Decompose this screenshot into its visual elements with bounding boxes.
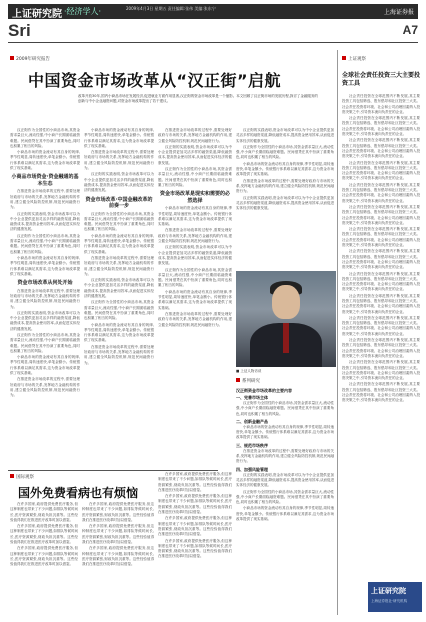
logo-subtitle: 上海证券报社·研究机构 [371, 599, 408, 603]
article-paragraph: 汉正街作为全国性的小商品市场,其资金需求量巨大,流动性强,中小商户长期面临融资难题。民间借贷在其中扮演了重要角色,同时也积累了相当的风险。 [236, 144, 334, 160]
article-paragraph: 在许多国家,政府提供免费医疗服务,但这种制度也带来了不少问题,如排队等候时间长,医疗资源紧张,财政负担沉重等。这些经验值得我们在推进医疗改革时加以借鉴。 [10, 502, 78, 522]
article-paragraph: 在推进资金市场改革的过程中,需要处理好政府与市场的关系,发挥地方金融机构的作用,建立健全风险防控机制,规范民间融资行为。 [236, 178, 334, 194]
article-paragraph: 在许多国家,政府提供免费医疗服务,但这种制度也带来了不少问题,如排队等候时间长,医疗资源紧张,财政负担沉重等。这些经验值得我们在推进医疗改革时加以借鉴。 [158, 494, 232, 515]
article-paragraph: 社会责任投资在全球范围内不断发展,其主要投资工具包括筛选、股东倡导和社区投资三大类。社会责任投资将环境、社会和公司治理因素纳入投资决策之中,引导资本流向负责任的企业。 [342, 204, 420, 225]
column-subhead: 小商品市场资金·资金融通的基本生态 [11, 174, 79, 187]
second-column-2 [82, 502, 154, 616]
article-paragraph: 小商品市场的资金流动有其自身的规律,季节性明显,周转速度快,单笔金额小。传统银行体系难以满足其需求,这为资金市场改革提供了现实基础。 [10, 150, 80, 171]
masthead [8, 4, 418, 46]
article-paragraph: 小商品市场的资金流动有其自身的规律,季节性明显,周转速度快,单笔金额小。传统银行体系难以满足其需求,这为资金市场改革提供了现实基础。 [84, 322, 154, 343]
article-paragraph: 社会责任投资在全球范围内不断发展,其主要投资工具包括筛选、股东倡导和社区投资三大类。社会责任投资将环境、社会和公司治理因素纳入投资决策之中,引导资本流向负责任的企业。 [342, 138, 420, 159]
article-paragraph: 社会责任投资在全球范围内不断发展,其主要投资工具包括筛选、股东倡导和社区投资三大类。社会责任投资将环境、社会和公司治理因素纳入投资决策之中,引导资本流向负责任的企业。 [342, 160, 420, 181]
article-paragraph: 社会责任投资在全球范围内不断发展,其主要投资工具包括筛选、股东倡导和社区投资三大类。社会责任投资将环境、社会和公司治理因素纳入投资决策之中,引导资本流向负责任的企业。 [342, 116, 420, 137]
main-headline: 中国资金市场改革从“汉正街”启航 [28, 71, 282, 90]
lead-paragraph: 改革开放30年,国内小商品市场在发展经济,促进就业方面作用显著,汉正街的资金市场改革是一个缩影。本文回顾了汉正街市场的发展历程,探讨了金融服务的创新与中小企业融资问题,对资金市场改革提出了若干建议。 [78, 94, 318, 104]
article-paragraph: 在推进资金市场改革的过程中,需要处理好政府与市场的关系,发挥地方金融机构的作用,建立健全风险防控机制,规范民间融资行为。 [84, 150, 154, 171]
article-paragraph: 汉正街的实践表明,资金市场改革可以为中小企业提供更加灵活多样的融资渠道,降低融资成本,提高资金使用效率,从而促进实体经济的健康发展。 [10, 310, 80, 331]
second-column-3 [158, 472, 232, 616]
article-paragraph: 在推进资金市场改革的过程中,需要处理好政府与市场的关系,发挥地方金融机构的作用,建立健全风险防控机制,规范民间融资行为。 [84, 255, 154, 276]
column-subhead: 资金市场改革是现实和需要的必然选择 [159, 191, 230, 204]
article-paragraph: 在许多国家,政府提供免费医疗服务,但这种制度也带来了不少问题,如排队等候时间长,医疗资源紧张,财政负担沉重等。这些经验值得我们在推进医疗改革时加以借鉴。 [82, 546, 154, 567]
article-paragraph: 小商品市场的资金流动有其自身的规律,季节性明显,周转速度快,单笔金额小。传统银行体系难以满足其需求,这为资金市场改革提供了现实基础。 [236, 424, 334, 440]
issue-info: 2009年4月3日 星期五 责任编辑:张伟 美编:张东宁 [126, 6, 216, 11]
sidebar-item: 三、规范市场秩序 [236, 442, 268, 448]
article-paragraph: 社会责任投资在全球范围内不断发展,其主要投资工具包括筛选、股东倡导和社区投资三大类。社会责任投资将环境、社会和公司治理因素纳入投资决策之中,引导资本流向负责任的企业。 [342, 382, 420, 403]
article-paragraph: 社会责任投资在全球范围内不断发展,其主要投资工具包括筛选、股东倡导和社区投资三大类。社会责任投资将环境、社会和公司治理因素纳入投资决策之中,引导资本流向负责任的企业。 [342, 315, 420, 336]
article-paragraph: 小商品市场的资金流动有其自身的规律,季节性明显,周转速度快,单笔金额小。传统银行体系难以满足其需求,这为资金市场改革提供了现实基础。 [158, 289, 232, 310]
article-paragraph: 小商品市场的资金流动有其自身的规律,季节性明显,周转速度快,单笔金额小。传统银行体系难以满足其需求,这为资金市场改革提供了现实基础。 [236, 161, 334, 177]
article-paragraph: 汉正街作为全国性的小商品市场,其资金需求量巨大,流动性强,中小商户长期面临融资难题。民间借贷在其中扮演了重要角色,同时也积累了相当的风险。 [236, 489, 334, 505]
article-paragraph: 汉正街作为全国性的小商品市场,其资金需求量巨大,流动性强,中小商户长期面临融资难题。民间借贷在其中扮演了重要角色,同时也积累了相当的风险。 [10, 233, 80, 254]
article-paragraph: 在许多国家,政府提供免费医疗服务,但这种制度也带来了不少问题,如排队等候时间长,医疗资源紧张,财政负担沉重等。这些经验值得我们在推进医疗改革时加以借鉴。 [10, 546, 78, 567]
right-column [342, 94, 420, 578]
article-paragraph: 社会责任投资在全球范围内不断发展,其主要投资工具包括筛选、股东倡导和社区投资三大类。社会责任投资将环境、社会和公司治理因素纳入投资决策之中,引导资本流向负责任的企业。 [342, 94, 420, 114]
right-headline: 全球社会责任投资三大主要投资工具 [342, 72, 421, 87]
column-subhead: 资金市场改革·中国金融改革的前奏一步 [85, 196, 153, 210]
article-column-4 [236, 128, 334, 268]
article-paragraph: 汉正街作为全国性的小商品市场,其资金需求量巨大,流动性强,中小商户长期面临融资难题。民间借贷在其中扮演了重要角色,同时也积累了相当的风险。 [236, 401, 334, 416]
article-paragraph: 汉正街作为全国性的小商品市场,其资金需求量巨大,流动性强,中小商户长期面临融资难题。民间借贷在其中扮演了重要角色,同时也积累了相当的风险。 [10, 128, 80, 148]
article-paragraph: 汉正街的实践表明,资金市场改革可以为中小企业提供更加灵活多样的融资渠道,降低融资成本,提高资金使用效率,从而促进实体经济的健康发展。 [236, 128, 334, 143]
article-column-3 [158, 128, 232, 464]
sidebar-item: 二、创新金融产品 [236, 418, 268, 424]
article-paragraph: 汉正街作为全国性的小商品市场,其资金需求量巨大,流动性强,中小商户长期面临融资难题。民间借贷在其中扮演了重要角色,同时也积累了相当的风险。 [158, 267, 232, 288]
article-paragraph: 社会责任投资在全球范围内不断发展,其主要投资工具包括筛选、股东倡导和社区投资三大类。社会责任投资将环境、社会和公司治理因素纳入投资决策之中,引导资本流向负责任的企业。 [342, 249, 420, 270]
article-paragraph: 社会责任投资在全球范围内不断发展,其主要投资工具包括筛选、股东倡导和社区投资三大类。社会责任投资将环境、社会和公司治理因素纳入投资决策之中,引导资本流向负责任的企业。 [342, 293, 420, 314]
article-paragraph: 在许多国家,政府提供免费医疗服务,但这种制度也带来了不少问题,如排队等候时间长,医疗资源紧张,财政负担沉重等。这些经验值得我们在推进医疗改革时加以借鉴。 [158, 538, 232, 559]
article-paragraph: 社会责任投资在全球范围内不断发展,其主要投资工具包括筛选、股东倡导和社区投资三大类。社会责任投资将环境、社会和公司治理因素纳入投资决策之中,引导资本流向负责任的企业。 [342, 271, 420, 292]
article-paragraph: 汉正街作为全国性的小商品市场,其资金需求量巨大,流动性强,中小商户长期面临融资难题。民间借贷在其中扮演了重要角色,同时也积累了相当的风险。 [10, 333, 80, 353]
article-paragraph: 社会责任投资在全球范围内不断发展,其主要投资工具包括筛选、股东倡导和社区投资三大类。社会责任投资将环境、社会和公司治理因素纳入投资决策之中,引导资本流向负责任的企业。 [342, 338, 420, 358]
section-logo: Sri [8, 21, 31, 40]
article-column-1 [10, 128, 80, 464]
paper-name: 上海证券报 [383, 9, 414, 16]
article-paragraph: 在许多国家,政府提供免费医疗服务,但这种制度也带来了不少问题,如排队等候时间长,医疗资源紧张,财政负担沉重等。这些经验值得我们在推进医疗改革时加以借鉴。 [158, 472, 232, 492]
masthead-divider [8, 42, 418, 43]
sidebar-section-tag: 系列研究 [236, 378, 260, 384]
article-paragraph: 汉正街作为全国性的小商品市场,其资金需求量巨大,流动性强,中小商户长期面临融资难题。民间借贷在其中扮演了重要角色,同时也积累了相当的风险。 [158, 167, 232, 187]
right-section-tag: 上证观察 [342, 56, 366, 62]
main-section-tag: 2009年研究报告 [10, 56, 50, 62]
article-paragraph: 在推进资金市场改革的过程中,需要处理好政府与市场的关系,发挥地方金融机构的作用,建立健全风险防控机制,规范民间融资行为。 [84, 344, 154, 365]
article-paragraph: 在推进资金市场改革的过程中,需要处理好政府与市场的关系,发挥地方金融机构的作用,建立健全风险防控机制,规范民间融资行为。 [236, 448, 334, 464]
article-paragraph: 在推进资金市场改革的过程中,需要处理好政府与市场的关系,发挥地方金融机构的作用,建立健全风险防控机制,规范民间融资行为。 [158, 128, 232, 143]
article-paragraph: 在许多国家,政府提供免费医疗服务,但这种制度也带来了不少问题,如排队等候时间长,医疗资源紧张,财政负担沉重等。这些经验值得我们在推进医疗改革时加以借鉴。 [10, 524, 78, 545]
article-paragraph: 在许多国家,政府提供免费医疗服务,但这种制度也带来了不少问题,如排队等候时间长,医疗资源紧张,财政负担沉重等。这些经验值得我们在推进医疗改革时加以借鉴。 [82, 524, 154, 545]
article-paragraph: 社会责任投资在全球范围内不断发展,其主要投资工具包括筛选、股东倡导和社区投资三大类。社会责任投资将环境、社会和公司治理因素纳入投资决策之中,引导资本流向负责任的企业。 [342, 360, 420, 381]
article-paragraph: 汉正街的实践表明,资金市场改革可以为中小企业提供更加灵活多样的融资渠道,降低融资成本,提高资金使用效率,从而促进实体经济的健康发展。 [158, 144, 232, 165]
second-section-tag: 国际观察 [10, 474, 34, 480]
second-column-1 [10, 502, 78, 616]
sidebar-block [236, 386, 334, 616]
article-paragraph: 汉正街的实践表明,资金市场改革可以为中小企业提供更加灵活多样的融资渠道,降低融资成本,提高资金使用效率,从而促进实体经济的健康发展。 [158, 245, 232, 266]
article-paragraph: 在推进资金市场改革的过程中,需要处理好政府与市场的关系,发挥地方金融机构的作用,建立健全风险防控机制,规范民间融资行为。 [158, 228, 232, 244]
article-paragraph: 在推进资金市场改革的过程中,需要处理好政府与市场的关系,发挥地方金融机构的作用,建立健全风险防控机制,规范民间融资行为。 [158, 311, 232, 327]
article-paragraph: 小商品市场的资金流动有其自身的规律,季节性明显,周转速度快,单笔金额小。传统银行体系难以满足其需求,这为资金市场改革提供了现实基础。 [10, 355, 80, 376]
logo-title: 上证研究院 [371, 587, 406, 595]
column-divider [337, 50, 338, 615]
second-headline: 国外免费看病也有烦恼 [18, 486, 139, 500]
article-paragraph: 在推进资金市场改革的过程中,需要处理好政府与市场的关系,发挥地方金融机构的作用,建立健全风险防控机制,规范民间融资行为。 [10, 189, 80, 210]
sidebar-item: 四、加强风险管理 [236, 466, 268, 472]
column-subhead: 资金市场改革从何处开始 [17, 280, 73, 287]
article-paragraph: 在推进资金市场改革的过程中,需要处理好政府与市场的关系,发挥地方金融机构的作用,建立健全风险防控机制,规范民间融资行为。 [10, 377, 80, 398]
research-institute-logo [368, 582, 422, 612]
article-paragraph: 小商品市场的资金流动有其自身的规律,季节性明显,周转速度快,单笔金额小。传统银行体系难以满足其需求,这为资金市场改革提供了现实基础。 [158, 206, 232, 227]
article-paragraph: 社会责任投资在全球范围内不断发展,其主要投资工具包括筛选、股东倡导和社区投资三大类。社会责任投资将环境、社会和公司治理因素纳入投资决策之中,引导资本流向负责任的企业。 [342, 182, 420, 203]
article-paragraph: 在许多国家,政府提供免费医疗服务,但这种制度也带来了不少问题,如排队等候时间长,医疗资源紧张,财政负担沉重等。这些经验值得我们在推进医疗改革时加以借鉴。 [158, 516, 232, 537]
section-subtitle: ·经济学人· [64, 7, 102, 16]
article-paragraph: 小商品市场的资金流动有其自身的规律,季节性明显,周转速度快,单笔金额小。传统银行体系难以满足其需求,这为资金市场改革提供了现实基础。 [84, 128, 154, 148]
article-paragraph: 汉正街的实践表明,资金市场改革可以为中小企业提供更加灵活多样的融资渠道,降低融资成本,提高资金使用效率,从而促进实体经济的健康发展。 [84, 278, 154, 299]
article-paragraph: 汉正街作为全国性的小商品市场,其资金需求量巨大,流动性强,中小商户长期面临融资难题。民间借贷在其中扮演了重要角色,同时也积累了相当的风险。 [84, 211, 154, 232]
photo-caption: ■ 上证人物访谈 [236, 369, 262, 373]
article-paragraph: 小商品市场的资金流动有其自身的规律,季节性明显,周转速度快,单笔金额小。传统银行体系难以满足其需求,这为资金市场改革提供了现实基础。 [10, 255, 80, 276]
portrait-photo [236, 271, 336, 367]
article-paragraph: 小商品市场的资金流动有其自身的规律,季节性明显,周转速度快,单笔金额小。传统银行体系难以满足其需求,这为资金市场改革提供了现实基础。 [84, 233, 154, 254]
page-number: A7 [402, 23, 418, 37]
section-title: 上证研究院 [12, 9, 62, 20]
article-paragraph: 汉正街作为全国性的小商品市场,其资金需求量巨大,流动性强,中小商户长期面临融资难题。民间借贷在其中扮演了重要角色,同时也积累了相当的风险。 [84, 300, 154, 321]
article-paragraph: 汉正街的实践表明,资金市场改革可以为中小企业提供更加灵活多样的融资渠道,降低融资成本,提高资金使用效率,从而促进实体经济的健康发展。 [236, 472, 334, 488]
article-paragraph: 小商品市场的资金流动有其自身的规律,季节性明显,周转速度快,单笔金额小。传统银行体系难以满足其需求,这为资金市场改革提供了现实基础。 [236, 506, 334, 522]
article-column-2 [84, 128, 154, 464]
article-paragraph: 在许多国家,政府提供免费医疗服务,但这种制度也带来了不少问题,如排队等候时间长,医疗资源紧张,财政负担沉重等。这些经验值得我们在推进医疗改革时加以借鉴。 [82, 502, 154, 522]
article-paragraph: 社会责任投资在全球范围内不断发展,其主要投资工具包括筛选、股东倡导和社区投资三大类。社会责任投资将环境、社会和公司治理因素纳入投资决策之中,引导资本流向负责任的企业。 [342, 227, 420, 248]
section-divider [8, 470, 218, 471]
article-paragraph: 在推进资金市场改革的过程中,需要处理好政府与市场的关系,发挥地方金融机构的作用,建立健全风险防控机制,规范民间融资行为。 [10, 288, 80, 309]
article-paragraph: 汉正街的实践表明,资金市场改革可以为中小企业提供更加灵活多样的融资渠道,降低融资成本,提高资金使用效率,从而促进实体经济的健康发展。 [236, 195, 334, 211]
article-paragraph: 汉正街的实践表明,资金市场改革可以为中小企业提供更加灵活多样的融资渠道,降低融资成本,提高资金使用效率,从而促进实体经济的健康发展。 [10, 211, 80, 232]
sidebar-title: 汉正街资金市场改革的主要内容 [236, 388, 292, 393]
lead-paragraph-box [78, 94, 318, 124]
sidebar-item: 一、完善市场主体 [236, 395, 268, 400]
article-paragraph: 汉正街的实践表明,资金市场改革可以为中小企业提供更加灵活多样的融资渠道,降低融资成本,提高资金使用效率,从而促进实体经济的健康发展。 [84, 172, 154, 193]
